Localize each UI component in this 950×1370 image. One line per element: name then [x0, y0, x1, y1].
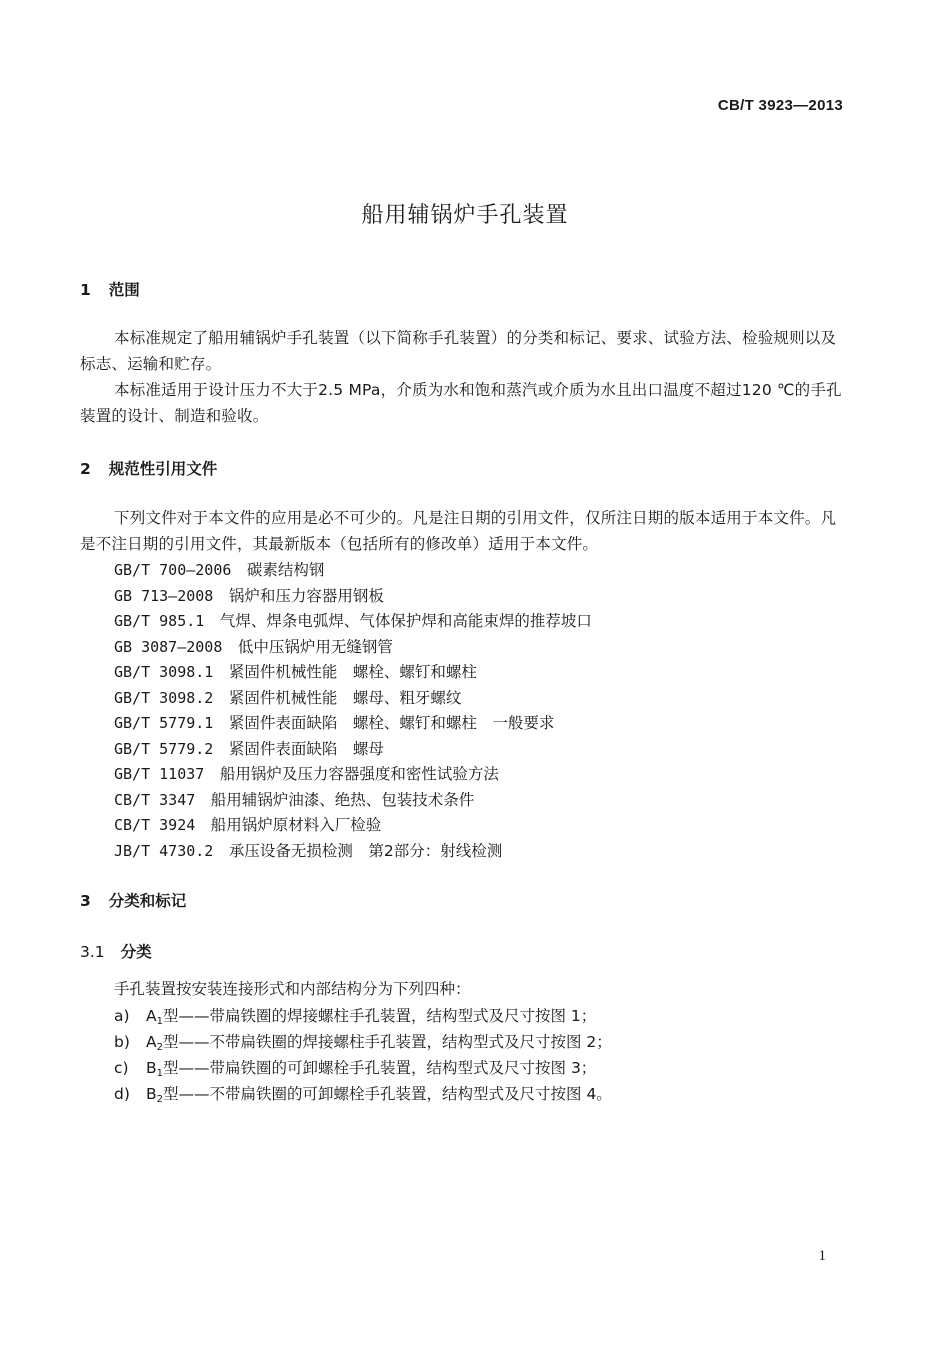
- type-code: B: [146, 1085, 157, 1103]
- standard-code: CB/T 3923—2013: [717, 97, 843, 114]
- reference-code: GB/T 5779.1: [114, 714, 214, 732]
- reference-code: CB/T 3924: [114, 816, 196, 834]
- section-number: 2: [80, 460, 91, 478]
- reference-name: 锅炉和压力容器用钢板: [228, 586, 384, 605]
- type-code: A: [146, 1007, 157, 1025]
- reference-item: [114, 813, 592, 839]
- reference-item: [114, 762, 592, 788]
- reference-code: GB 3087—2008: [114, 637, 223, 656]
- reference-list: [114, 558, 592, 864]
- classification-list: [114, 1004, 612, 1108]
- reference-name: 碳素结构钢: [246, 561, 325, 579]
- subsection-number: 3.1: [80, 943, 105, 961]
- reference-code: GB/T 5779.2: [114, 739, 214, 758]
- reference-code: GB/T 3098.1: [114, 663, 214, 681]
- section-title: 范围: [108, 281, 140, 299]
- reference-item: [114, 711, 592, 737]
- subsection-3-1-heading: [80, 940, 152, 962]
- reference-name: 船用锅炉及压力容器强度和密性试验方法: [219, 765, 499, 783]
- list-text: 型——不带扁铁圈的焊接螺柱手孔装置，结构型式及尺寸按图 2；: [162, 1033, 612, 1051]
- section-2-heading: [80, 457, 217, 479]
- reference-item: [114, 737, 592, 763]
- list-text: 型——不带扁铁圈的可卸螺栓手孔装置，结构型式及尺寸按图 4。: [163, 1085, 612, 1103]
- section-title: 分类和标记: [108, 892, 187, 910]
- type-subscript: 1: [156, 1068, 164, 1079]
- section-number: 3: [80, 892, 91, 910]
- section-title: 规范性引用文件: [108, 460, 218, 478]
- reference-name: 紧固件表面缺陷 螺栓、螺钉和螺柱 一般要求: [228, 714, 555, 732]
- list-item: [114, 1056, 612, 1082]
- section-1-paragraph-1: 本标准规定了船用辅锅炉手孔装置（以下简称手孔装置）的分类和标记、要求、试验方法、检验规则以及标志、运输和贮存。: [80, 329, 837, 373]
- reference-name: 船用辅锅炉油漆、绝热、包装技术条件: [210, 790, 475, 809]
- list-marker: b): [114, 1033, 130, 1051]
- page-number: 1: [818, 1248, 826, 1264]
- list-item: [114, 1004, 612, 1030]
- list-item: [114, 1082, 612, 1108]
- subsection-3-1-intro: 手孔装置按安装连接形式和内部结构分为下列四种：: [114, 980, 471, 998]
- page-title: 船用辅锅炉手孔装置: [361, 203, 569, 228]
- type-subscript: 1: [156, 1016, 163, 1027]
- list-text: 型——带扁铁圈的焊接螺柱手孔装置，结构型式及尺寸按图 1；: [162, 1007, 597, 1025]
- section-1-paragraph-2: 本标准适用于设计压力不大于2.5 MPa，介质为水和饱和蒸汽或介质为水且出口温度不超过120 ℃的手孔装置的设计、制造和验收。: [80, 381, 842, 425]
- reference-name: 紧固件机械性能 螺母、粗牙螺纹: [228, 688, 462, 707]
- reference-code: GB 713—2008: [114, 586, 214, 605]
- type-subscript: 2: [156, 1094, 164, 1105]
- reference-item: [114, 584, 592, 610]
- list-marker: a): [114, 1007, 130, 1025]
- type-code: B: [146, 1059, 157, 1077]
- reference-name: 承压设备无损检测 第2部分：射线检测: [228, 841, 503, 860]
- list-marker: c): [114, 1059, 129, 1077]
- reference-item: [114, 558, 592, 584]
- reference-item: [114, 609, 592, 635]
- type-subscript: 2: [156, 1042, 163, 1053]
- reference-code: GB/T 11037: [114, 765, 205, 783]
- reference-code: GB/T 700—2006: [114, 561, 232, 579]
- reference-name: 船用锅炉原材料入厂检验: [210, 816, 382, 834]
- type-code: A: [146, 1033, 157, 1051]
- subsection-title: 分类: [120, 943, 152, 961]
- reference-code: JB/T 4730.2: [114, 841, 214, 860]
- reference-code: CB/T 3347: [114, 790, 196, 809]
- reference-name: 气焊、焊条电弧焊、气体保护焊和高能束焊的推荐坡口: [219, 612, 592, 630]
- reference-name: 低中压锅炉用无缝钢管: [237, 637, 393, 656]
- section-2-intro: 下列文件对于本文件的应用是必不可少的。凡是注日期的引用文件，仅所注日期的版本适用于本文件。凡是不注日期的引用文件，其最新版本（包括所有的修改单）适用于本文件。: [80, 509, 837, 553]
- list-text: 型——带扁铁圈的可卸螺栓手孔装置，结构型式及尺寸按图 3；: [163, 1059, 597, 1077]
- reference-item: [114, 788, 592, 814]
- reference-item: [114, 686, 592, 712]
- reference-item: [114, 660, 592, 686]
- section-number: 1: [80, 281, 91, 299]
- section-3-heading: [80, 889, 186, 911]
- reference-name: 紧固件表面缺陷 螺母: [228, 739, 384, 758]
- reference-code: GB/T 985.1: [114, 612, 205, 630]
- reference-item: [114, 839, 592, 865]
- list-item: [114, 1030, 612, 1056]
- reference-item: [114, 635, 592, 661]
- section-1-heading: [80, 278, 140, 300]
- reference-name: 紧固件机械性能 螺栓、螺钉和螺柱: [228, 663, 477, 681]
- reference-code: GB/T 3098.2: [114, 688, 214, 707]
- list-marker: d): [114, 1085, 130, 1103]
